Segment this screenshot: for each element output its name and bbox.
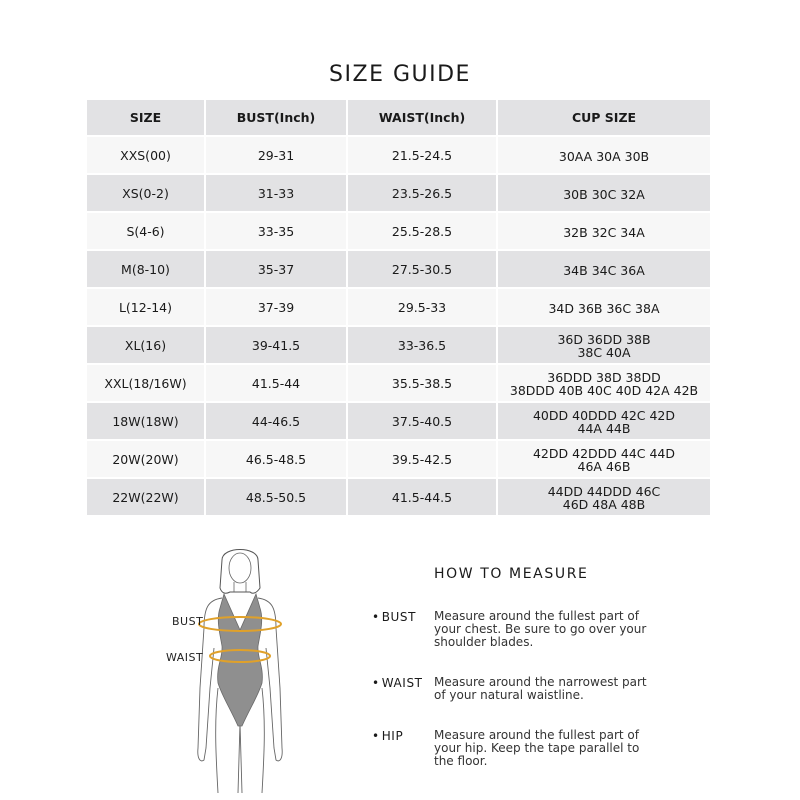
- cell-bust: 33-35: [205, 212, 347, 250]
- cell-size: XXS(00): [87, 136, 205, 174]
- table-row: [87, 250, 711, 288]
- measure-description: Measure around the narrowest part of your natural waistline.: [434, 675, 647, 702]
- cell-waist: 21.5-24.5: [347, 136, 497, 174]
- size-chart-table: [87, 100, 712, 517]
- cell-cup: 30B 30C 32A: [497, 174, 711, 212]
- table-row: [87, 174, 711, 212]
- table-row: [87, 402, 711, 440]
- cell-cup: 34D 36B 36C 38A: [497, 288, 711, 326]
- table-row: [87, 136, 711, 174]
- cell-bust: 31-33: [205, 174, 347, 212]
- cell-cup: 42DD 42DDD 44C 44D 46A 46B: [497, 440, 711, 478]
- table-row: [87, 212, 711, 250]
- cell-size: XXL(18/16W): [87, 364, 205, 402]
- body-figure: [160, 548, 320, 793]
- table-row: [87, 440, 711, 478]
- cell-cup: 40DD 40DDD 42C 42D 44A 44B: [497, 402, 711, 440]
- column-header-bust: BUST(Inch): [205, 100, 347, 136]
- cell-waist: 41.5-44.5: [347, 478, 497, 516]
- cell-size: XL(16): [87, 326, 205, 364]
- cell-cup: 34B 34C 36A: [497, 250, 711, 288]
- measure-description: Measure around the fullest part of your hip. Keep the tape parallel to the floor.: [434, 728, 640, 768]
- cell-bust: 41.5-44: [205, 364, 347, 402]
- body-figure-illustration: [160, 548, 320, 793]
- cell-bust: 35-37: [205, 250, 347, 288]
- cell-bust: 39-41.5: [205, 326, 347, 364]
- cell-bust: 48.5-50.5: [205, 478, 347, 516]
- cell-waist: 35.5-38.5: [347, 364, 497, 402]
- cell-size: 18W(18W): [87, 402, 205, 440]
- table-row: [87, 326, 711, 364]
- figure-label-waist: WAIST: [166, 651, 204, 664]
- table-row: [87, 478, 711, 516]
- cell-size: L(12-14): [87, 288, 205, 326]
- page-title: SIZE GUIDE: [329, 62, 471, 87]
- table-row: [87, 288, 711, 326]
- cell-cup: 36D 36DD 38B 38C 40A: [497, 326, 711, 364]
- cell-waist: 23.5-26.5: [347, 174, 497, 212]
- column-header-waist: WAIST(Inch): [347, 100, 497, 136]
- cell-cup: 30AA 30A 30B: [497, 136, 711, 174]
- how-to-measure-title: HOW TO MEASURE: [434, 566, 589, 582]
- cell-cup: 44DD 44DDD 46C 46D 48A 48B: [497, 478, 711, 516]
- figure-label-bust: BUST: [172, 615, 204, 628]
- column-header-size: SIZE: [87, 100, 205, 136]
- cell-size: XS(0-2): [87, 174, 205, 212]
- measure-label: • HIP: [372, 729, 404, 743]
- cell-waist: 27.5-30.5: [347, 250, 497, 288]
- cell-bust: 37-39: [205, 288, 347, 326]
- measure-description: Measure around the fullest part of your chest. Be sure to go over your shoulder blades.: [434, 609, 647, 649]
- cell-waist: 25.5-28.5: [347, 212, 497, 250]
- table-row: [87, 364, 711, 402]
- table-header-row: [87, 100, 711, 136]
- cell-waist: 29.5-33: [347, 288, 497, 326]
- cell-cup: 36DDD 38D 38DD 38DDD 40B 40C 40D 42A 42B: [497, 364, 711, 402]
- cell-size: S(4-6): [87, 212, 205, 250]
- column-header-cup-size: CUP SIZE: [497, 100, 711, 136]
- cell-bust: 29-31: [205, 136, 347, 174]
- cell-size: M(8-10): [87, 250, 205, 288]
- cell-waist: 37.5-40.5: [347, 402, 497, 440]
- measure-label: • WAIST: [372, 676, 423, 690]
- measure-label: • BUST: [372, 610, 417, 624]
- cell-size: 22W(22W): [87, 478, 205, 516]
- cell-waist: 33-36.5: [347, 326, 497, 364]
- cell-bust: 46.5-48.5: [205, 440, 347, 478]
- cell-cup: 32B 32C 34A: [497, 212, 711, 250]
- cell-bust: 44-46.5: [205, 402, 347, 440]
- cell-waist: 39.5-42.5: [347, 440, 497, 478]
- cell-size: 20W(20W): [87, 440, 205, 478]
